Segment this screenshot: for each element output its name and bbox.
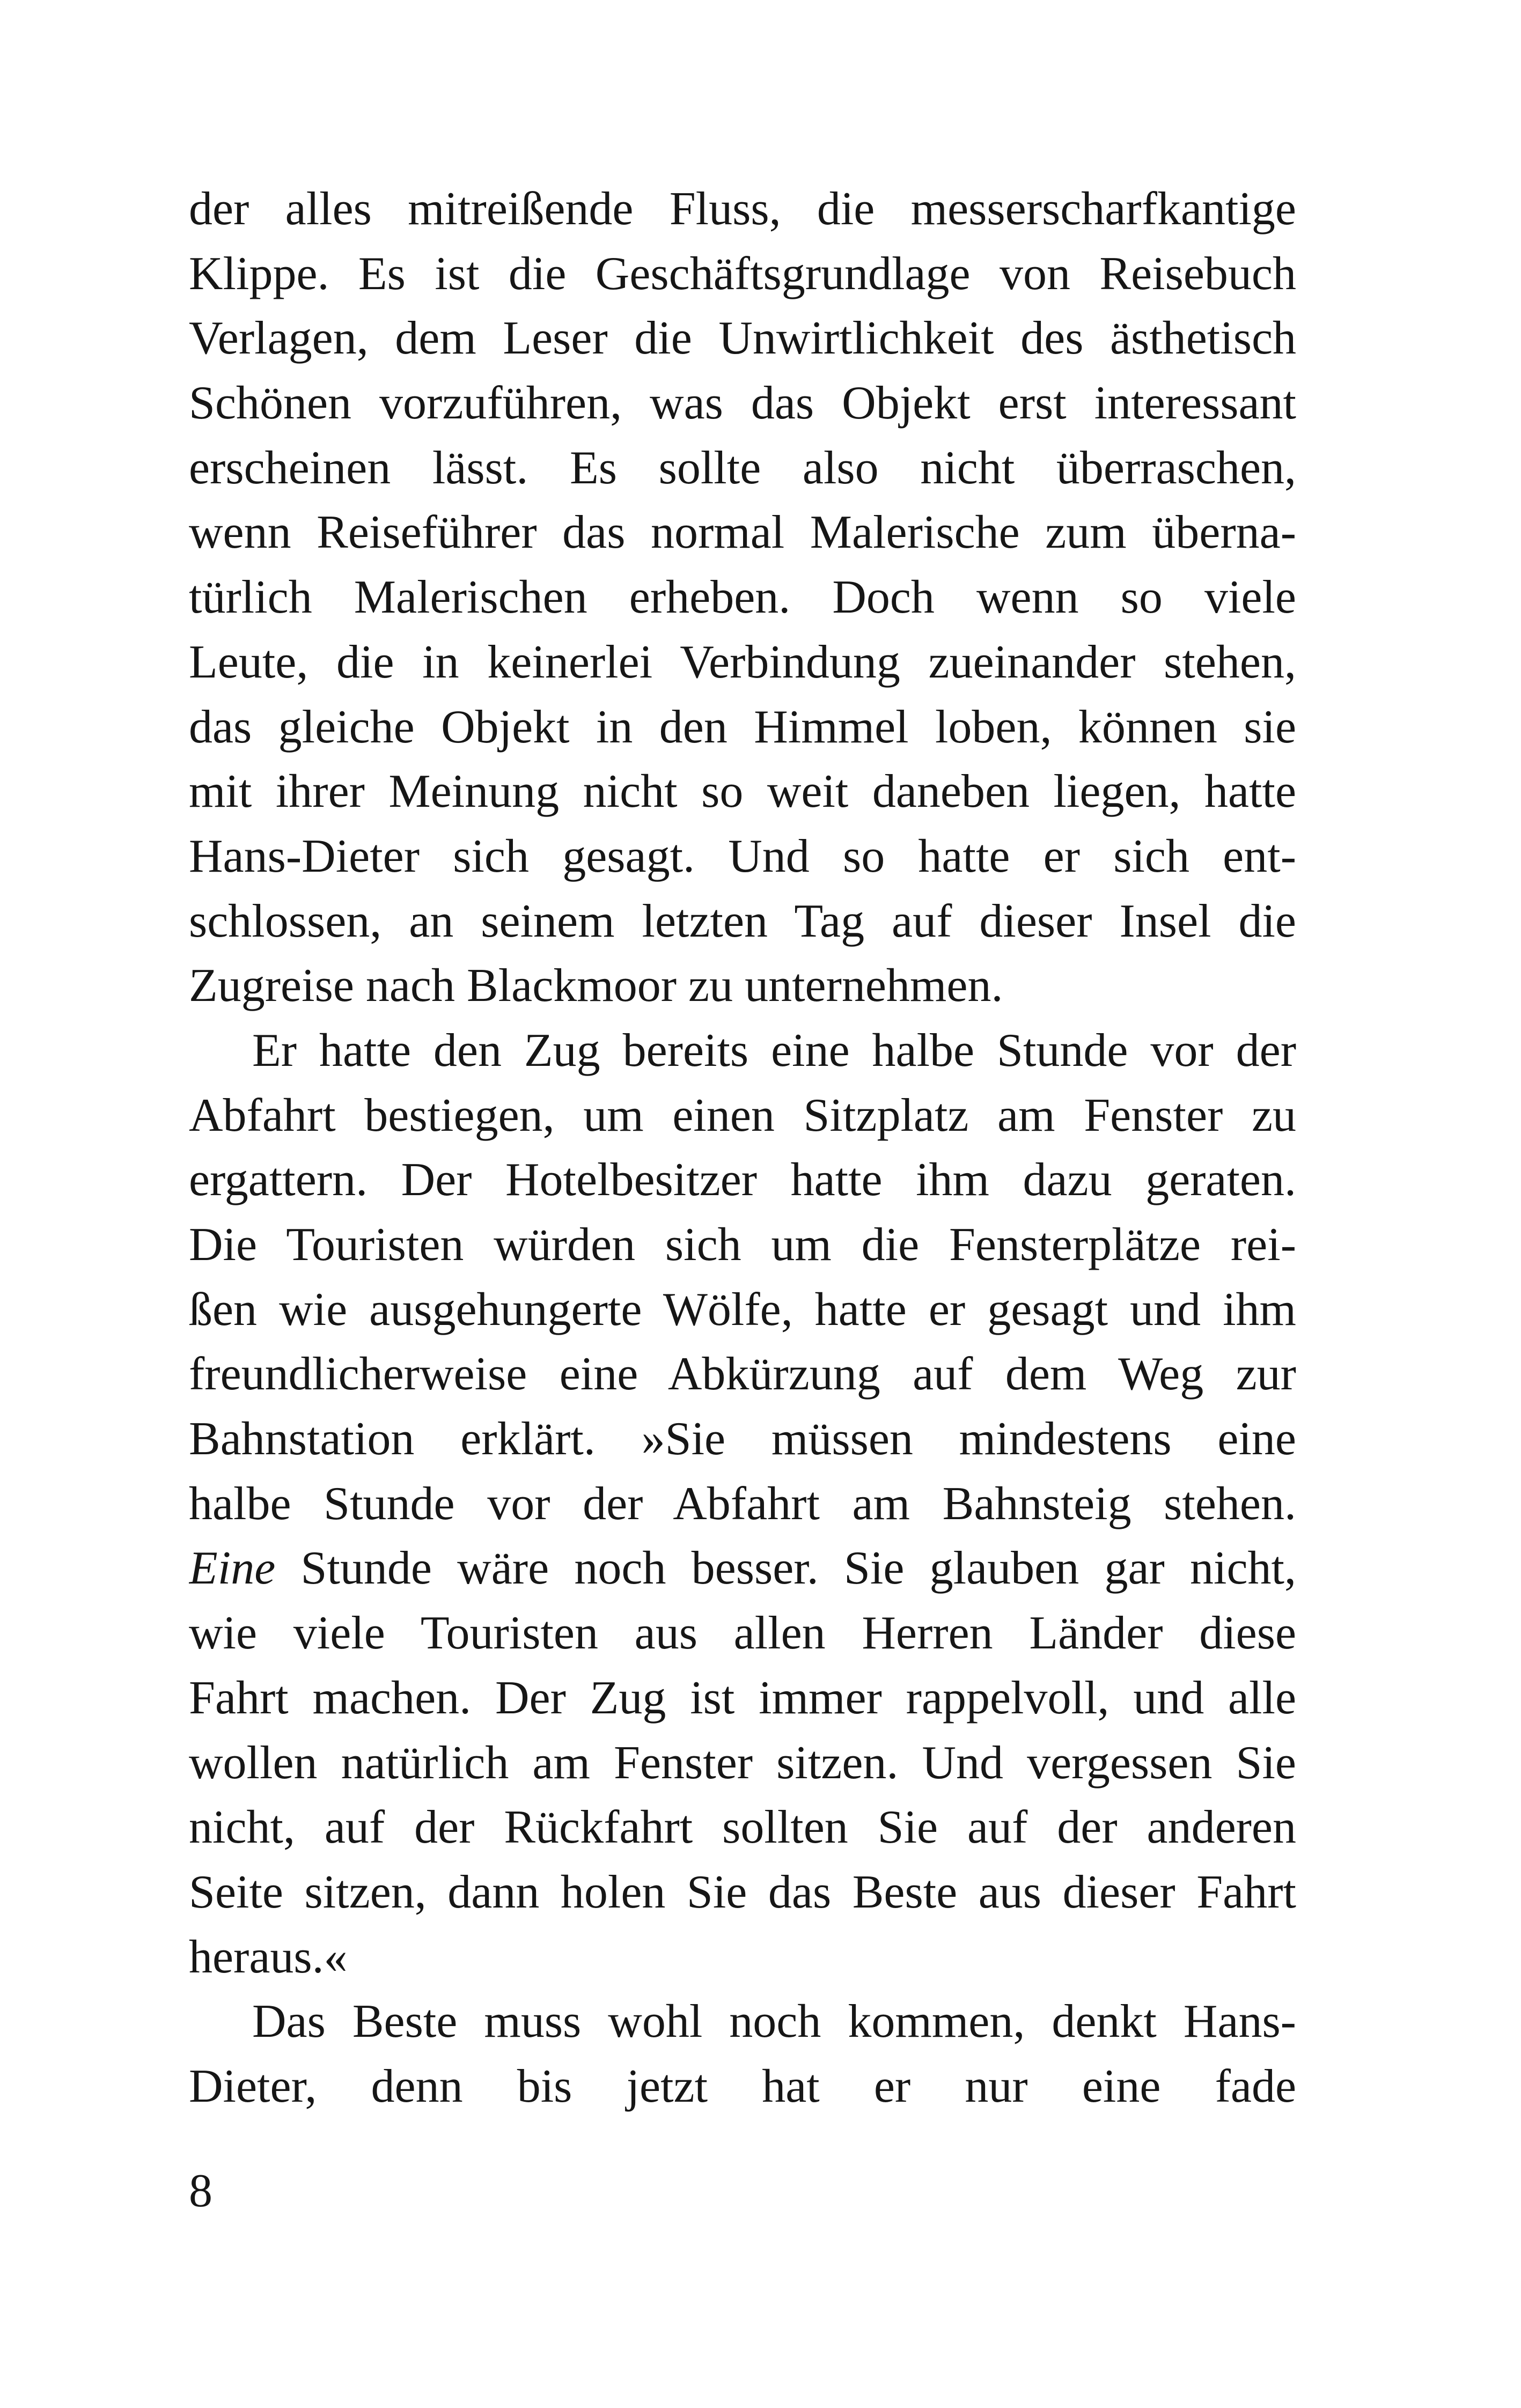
text-line: Schönen vorzuführen, was das Objekt erst interessant: [189, 377, 1296, 430]
text-line: türlich Malerischen erheben. Doch wenn so viele: [189, 571, 1296, 624]
text-line: wenn Reiseführer das normal Malerische zum überna-: [189, 506, 1296, 559]
text-line: mit ihrer Meinung nicht so weit daneben liegen, hatte: [189, 765, 1296, 818]
text-line: freundlicherweise eine Abkürzung auf dem Weg zur: [189, 1348, 1296, 1401]
text-line: wie viele Touristen aus allen Herren Länder diese: [189, 1607, 1296, 1660]
text-line: ßen wie ausgehungerte Wölfe, hatte er gesagt und ihm: [189, 1283, 1296, 1336]
text-line: schlossen, an seinem letzten Tag auf dieser Insel die: [189, 895, 1296, 947]
paragraph-start-line: Er hatte den Zug bereits eine halbe Stunde vor der: [252, 1024, 1296, 1077]
text-line: halbe Stunde vor der Abfahrt am Bahnsteig stehen.: [189, 1477, 1296, 1530]
text-line: Leute, die in keinerlei Verbindung zueinander stehen,: [189, 636, 1296, 688]
text-line: das gleiche Objekt in den Himmel loben, können sie: [189, 701, 1296, 753]
text-line: wollen natürlich am Fenster sitzen. Und vergessen Sie: [189, 1736, 1296, 1789]
text-line: Die Touristen würden sich um die Fensterplätze rei-: [189, 1219, 1296, 1271]
text-line: nicht, auf der Rückfahrt sollten Sie auf der anderen: [189, 1801, 1296, 1854]
text-line: erscheinen lässt. Es sollte also nicht überraschen,: [189, 441, 1296, 494]
text-line: Verlagen, dem Leser die Unwirtlichkeit des ästhetisch: [189, 312, 1296, 365]
page-number: 8: [189, 2165, 212, 2217]
text-line: Fahrt machen. Der Zug ist immer rappelvoll, und alle: [189, 1671, 1296, 1724]
paragraph-start-line: Das Beste muss wohl noch kommen, denkt Hans-: [252, 1995, 1296, 2048]
text-line: Hans-Dieter sich gesagt. Und so hatte er sich ent-: [189, 830, 1296, 882]
text-line: Bahnstation erklärt. »Sie müssen mindestens eine: [189, 1413, 1296, 1466]
text-line: Abfahrt bestiegen, um einen Sitzplatz am Fenster zu: [189, 1089, 1296, 1142]
text-line-with-emphasis: [189, 1536, 1296, 1601]
text-line: Zugreise nach Blackmoor zu unternehmen.: [189, 960, 1003, 1012]
text-line: ergattern. Der Hotelbesitzer hatte ihm dazu geraten.: [189, 1154, 1296, 1206]
text-line: heraus.«: [189, 1931, 348, 1983]
text-line: Dieter, denn bis jetzt hat er nur eine fade: [189, 2060, 1296, 2112]
text-line-rest: Stunde wäre noch besser. Sie glauben gar nicht,: [275, 1542, 1296, 1595]
text-line: Seite sitzen, dann holen Sie das Beste aus dieser Fahrt: [189, 1866, 1296, 1918]
emphasized-word: Eine: [189, 1542, 276, 1595]
body-text: [189, 177, 1296, 2119]
text-line: Klippe. Es ist die Geschäftsgrundlage von Reisebuch: [189, 247, 1296, 300]
text-line: der alles mitreißende Fluss, die messerscharfkantige: [189, 183, 1296, 235]
